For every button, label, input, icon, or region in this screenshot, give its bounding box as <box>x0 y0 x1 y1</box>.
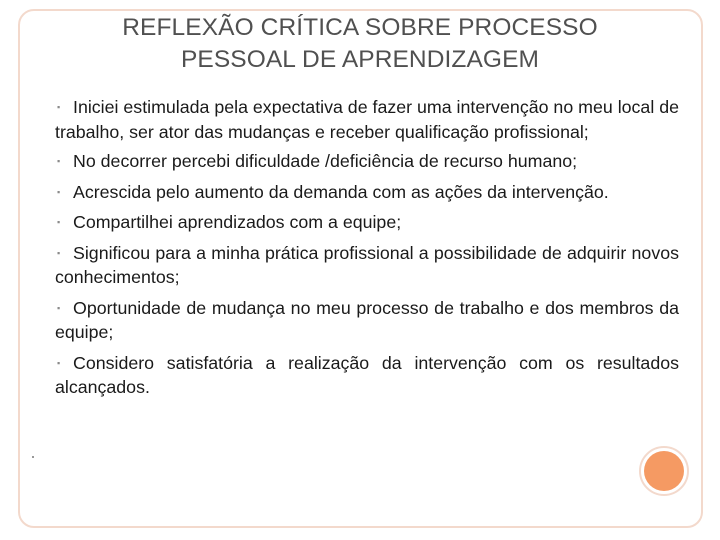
list-item-text: Compartilhei aprendizados com a equipe; <box>73 212 402 232</box>
bullet-icon: ▪ <box>57 156 61 166</box>
title-line-1: REFLEXÃO CRÍTICA SOBRE PROCESSO <box>122 14 598 41</box>
bullet-list <box>55 95 679 405</box>
corner-dot <box>32 456 34 458</box>
title-line-2: PESSOAL DE APRENDIZAGEM <box>180 46 540 73</box>
list-item-text: Acrescida pelo aumento da demanda com as ações da intervenção. <box>73 181 609 202</box>
bullet-icon: ▪ <box>57 302 61 313</box>
list-item <box>55 296 679 345</box>
bullet-icon: ▪ <box>57 186 61 197</box>
list-item <box>55 210 679 235</box>
bullet-icon: ▪ <box>57 102 61 112</box>
list-item <box>55 180 679 205</box>
slide-title <box>40 12 680 76</box>
list-item <box>55 241 679 290</box>
bullet-icon: ▪ <box>57 247 61 258</box>
bullet-icon: ▪ <box>57 357 61 368</box>
decorative-circle-icon <box>644 451 684 491</box>
list-item-text: Iniciei estimulada pela expectativa de fazer uma intervenção no meu local de trabalho, ser ator das mudanças e receber qualificação profissional; <box>55 97 679 142</box>
bullet-icon: ▪ <box>57 217 61 227</box>
list-item-text: No decorrer percebi dificuldade /deficiência de recurso humano; <box>73 151 578 171</box>
list-item <box>55 95 679 144</box>
list-item-text: Oportunidade de mudança no meu processo de trabalho e dos membros da equipe; <box>55 297 679 342</box>
list-item-text: Significou para a minha prática profissional a possibilidade de adquirir novos conhecimentos; <box>55 242 679 287</box>
list-item <box>55 149 679 174</box>
list-item-text: Considero satisfatória a realização da intervenção com os resultados alcançados. <box>55 352 679 397</box>
list-item <box>55 351 679 400</box>
